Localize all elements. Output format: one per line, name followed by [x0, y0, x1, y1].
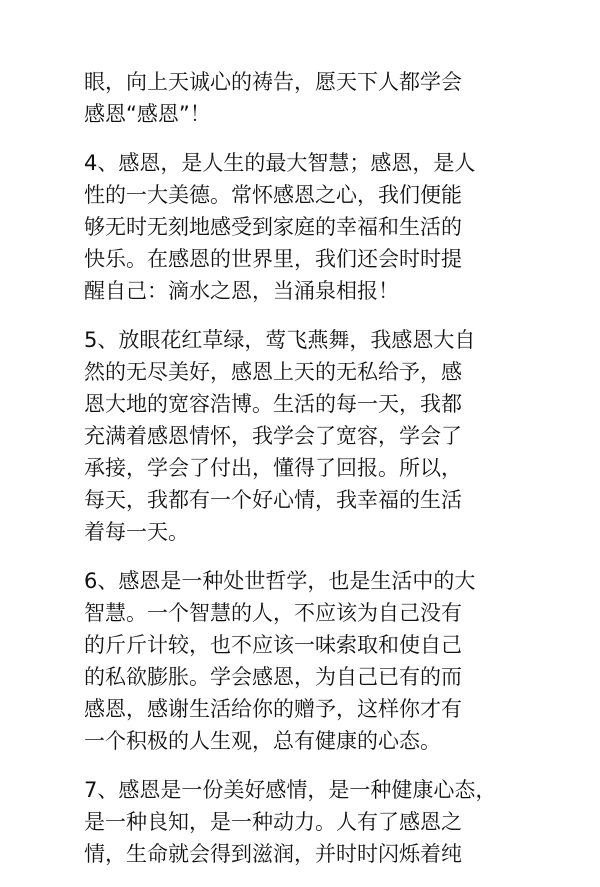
- paragraph-5: [84, 324, 524, 548]
- text-line: 的私欲膨胀。学会感恩，为自己已有的而: [84, 665, 462, 689]
- text-line: 感恩“感恩”！: [84, 102, 211, 126]
- text-line: 着每一天。: [84, 520, 189, 544]
- text-line: 5、放眼花红草绿，莺飞燕舞，我感恩大自: [84, 328, 476, 352]
- text-line: 够无时无刻地感受到家庭的幸福和生活的: [84, 215, 462, 239]
- text-line: 快乐。在感恩的世界里，我们还会时时提: [84, 247, 462, 271]
- text-line: 7、感恩是一份美好感情，是一种健康心态，: [84, 778, 497, 802]
- article-body: [84, 66, 524, 887]
- text-line: 承接，学会了付出，懂得了回报。所以，: [84, 456, 462, 480]
- text-line: 充满着感恩情怀，我学会了宽容，学会了: [84, 424, 462, 448]
- paragraph-7: [84, 774, 524, 870]
- paragraph-continuation: [84, 66, 524, 130]
- paragraph-4: [84, 147, 524, 307]
- text-line: 醒自己：滴水之恩，当涌泉相报！: [84, 279, 399, 303]
- text-line: 眼，向上天诚心的祷告，愿天下人都学会: [84, 70, 462, 94]
- text-line: 性的一大美德。常怀感恩之心，我们便能: [84, 183, 462, 207]
- text-line: 的斤斤计较，也不应该一味索取和使自己: [84, 633, 462, 657]
- text-line: 感恩，感谢生活给你的赠予，这样你才有: [84, 697, 462, 721]
- text-line: 6、感恩是一种处世哲学，也是生活中的大: [84, 569, 476, 593]
- text-line: 恩大地的宽容浩博。生活的每一天，我都: [84, 392, 462, 416]
- paragraph-6: [84, 565, 524, 757]
- text-line: 一个积极的人生观，总有健康的心态。: [84, 729, 441, 753]
- text-line: 每天，我都有一个好心情，我幸福的生活: [84, 488, 462, 512]
- text-line: 4、感恩，是人生的最大智慧；感恩，是人: [84, 151, 476, 175]
- text-line: 然的无尽美好，感恩上天的无私给予，感: [84, 360, 462, 384]
- text-line: 智慧。一个智慧的人，不应该为自己没有: [84, 601, 462, 625]
- text-line: 是一种良知，是一种动力。人有了感恩之: [84, 810, 462, 834]
- text-line: 情，生命就会得到滋润，并时时闪烁着纯: [84, 842, 462, 866]
